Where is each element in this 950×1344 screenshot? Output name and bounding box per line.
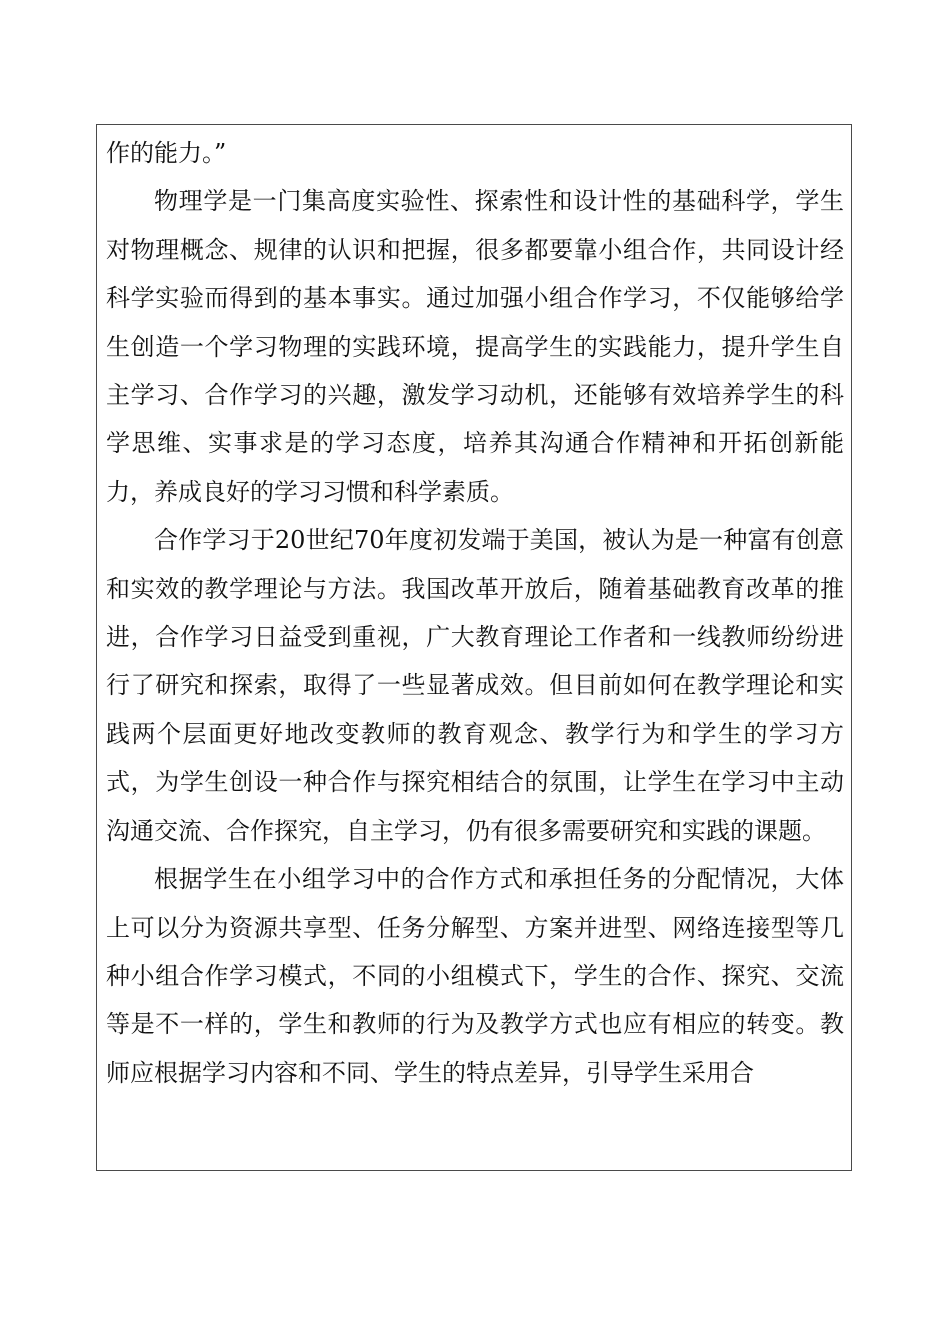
text-frame bbox=[96, 124, 852, 1171]
paragraph-cooperative-learning-history: 合作学习于20世纪70年度初发端于美国，被认为是一种富有创意和实效的教学理论与方法。我国改革开放后，随着基础教育改革的推进，合作学习日益受到重视，广大教育理论工作者和一线教师纷纷进行了研究和探索，取得了一些显著成效。但目前如何在教学理论和实践两个层面更好地改变教师的教育观念、教学行为和学生的学习方式，为学生创设一种合作与探究相结合的氛围，让学生在学习中主动沟通交流、合作探究，自主学习，仍有很多需要研究和实践的课题。 bbox=[106, 526, 844, 845]
paragraph-group-modes: 根据学生在小组学习中的合作方式和承担任务的分配情况，大体上可以分为资源共享型、任务分解型、方案并进型、网络连接型等几种小组合作学习模式，不同的小组模式下，学生的合作、探究、交流等是不一样的，学生和教师的行为及教学方式也应有相应的转变。教师应根据学习内容和不同、学生的特点差异，引导学生采用合 bbox=[106, 865, 844, 1087]
paragraph-physics-intro: 物理学是一门集高度实验性、探索性和设计性的基础科学，学生对物理概念、规律的认识和把握，很多都要靠小组合作，共同设计经科学实验而得到的基本事实。通过加强小组合作学习，不仅能够给学生创造一个学习物理的实践环境，提高学生的实践能力，提升学生自主学习、合作学习的兴趣，激发学习动机，还能够有效培养学生的科学思维、实事求是的学习态度，培养其沟通合作精神和开拓创新能力，养成良好的学习习惯和科学素质。 bbox=[106, 187, 844, 506]
body-text bbox=[106, 129, 844, 1097]
paragraph-continuation: 作的能力。” bbox=[106, 139, 227, 167]
